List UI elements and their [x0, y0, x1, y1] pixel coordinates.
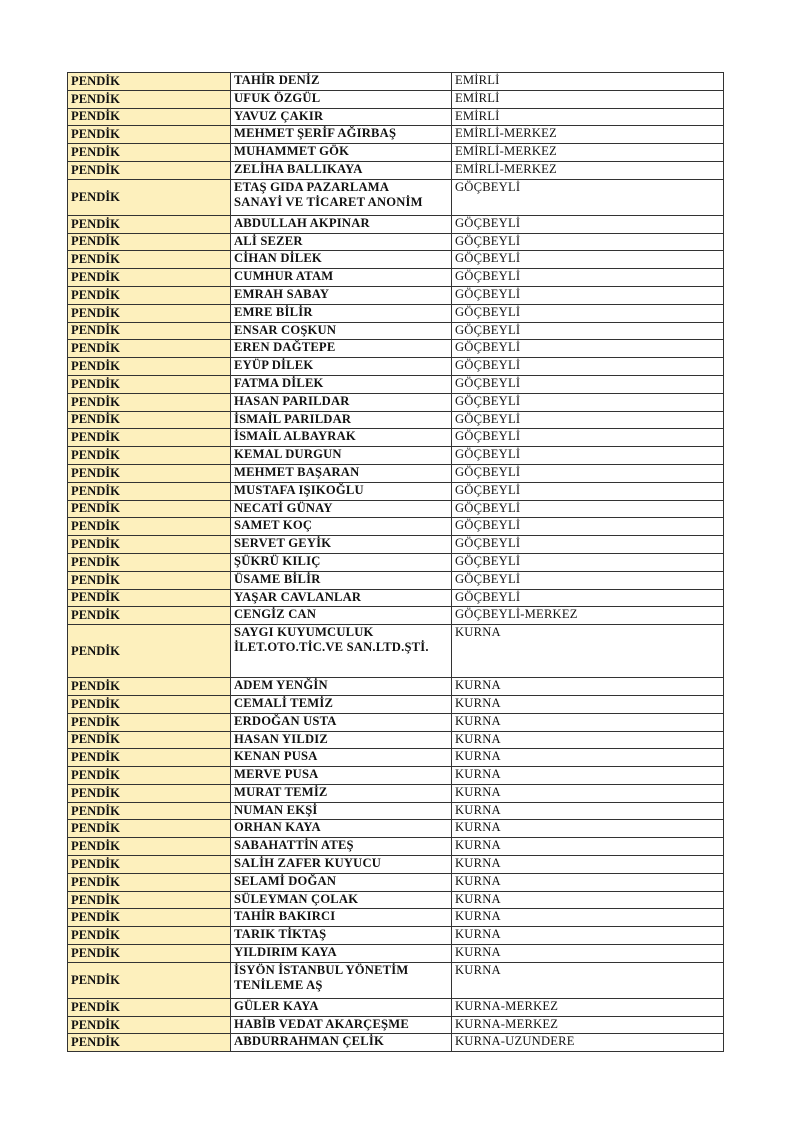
district-cell: PENDİK [68, 375, 231, 393]
table-row [68, 1016, 724, 1034]
table-row [68, 945, 724, 963]
district-cell: PENDİK [68, 784, 231, 802]
location-cell: KURNA [452, 891, 724, 909]
name-line: SANAYİ VE TİCARET ANONİM [234, 194, 423, 209]
name-line: SABAHATTİN ATEŞ [234, 838, 354, 853]
location-cell: KURNA [452, 856, 724, 874]
name-cell [231, 589, 452, 607]
records-table-body [68, 73, 724, 1052]
name-cell [231, 998, 452, 1016]
name-cell [231, 233, 452, 251]
district-cell: PENDİK [68, 998, 231, 1016]
district-cell: PENDİK [68, 215, 231, 233]
name-cell [231, 269, 452, 287]
table-row [68, 873, 724, 891]
table-row [68, 571, 724, 589]
location-cell: KURNA [452, 625, 724, 678]
table-row [68, 126, 724, 144]
table-row [68, 927, 724, 945]
table-row [68, 393, 724, 411]
name-line: ŞÜKRÜ KILIÇ [234, 553, 321, 568]
district-cell: PENDİK [68, 625, 231, 678]
name-line: İSYÖN İSTANBUL YÖNETİM [234, 962, 409, 977]
name-line: ERDOĞAN USTA [234, 713, 337, 728]
name-line: TENİLEME AŞ [234, 977, 323, 992]
table-row [68, 998, 724, 1016]
location-cell: KURNA [452, 873, 724, 891]
location-cell: KURNA [452, 945, 724, 963]
district-cell: PENDİK [68, 749, 231, 767]
location-cell: GÖÇBEYLİ [452, 393, 724, 411]
name-line: ABDURRAHMAN ÇELİK [234, 1034, 384, 1049]
location-cell: EMİRLİ-MERKEZ [452, 144, 724, 162]
table-row [68, 375, 724, 393]
district-cell: PENDİK [68, 802, 231, 820]
name-cell [231, 482, 452, 500]
name-cell [231, 464, 452, 482]
name-line: SAMET KOÇ [234, 518, 313, 533]
name-cell [231, 820, 452, 838]
district-cell: PENDİK [68, 73, 231, 91]
name-line: HASAN YILDIZ [234, 731, 328, 746]
district-cell: PENDİK [68, 731, 231, 749]
table-row [68, 820, 724, 838]
district-cell: PENDİK [68, 553, 231, 571]
location-cell: GÖÇBEYLİ [452, 269, 724, 287]
district-cell: PENDİK [68, 500, 231, 518]
name-cell [231, 108, 452, 126]
name-line: CENGİZ CAN [234, 607, 317, 622]
name-line: KEMAL DURGUN [234, 447, 342, 462]
location-cell: KURNA [452, 695, 724, 713]
location-cell: EMİRLİ [452, 73, 724, 91]
table-row [68, 518, 724, 536]
district-cell: PENDİK [68, 161, 231, 179]
name-cell [231, 518, 452, 536]
table-row [68, 767, 724, 785]
district-cell: PENDİK [68, 340, 231, 358]
name-cell [231, 1034, 452, 1052]
location-cell: KURNA [452, 820, 724, 838]
location-cell: GÖÇBEYLİ [452, 571, 724, 589]
location-cell: KURNA [452, 713, 724, 731]
location-cell: GÖÇBEYLİ [452, 429, 724, 447]
name-cell [231, 856, 452, 874]
location-cell: KURNA-MERKEZ [452, 998, 724, 1016]
district-cell: PENDİK [68, 269, 231, 287]
table-row [68, 269, 724, 287]
name-cell [231, 625, 452, 678]
district-cell: PENDİK [68, 891, 231, 909]
name-line: EMRAH SABAY [234, 286, 330, 301]
name-cell [231, 802, 452, 820]
table-row [68, 304, 724, 322]
name-cell [231, 678, 452, 696]
table-row [68, 161, 724, 179]
district-cell: PENDİK [68, 589, 231, 607]
name-line: MUSTAFA IŞIKOĞLU [234, 482, 364, 497]
table-row [68, 536, 724, 554]
location-cell: KURNA [452, 678, 724, 696]
name-cell [231, 927, 452, 945]
table-row [68, 784, 724, 802]
table-row [68, 713, 724, 731]
table-row [68, 340, 724, 358]
location-cell: GÖÇBEYLİ [452, 215, 724, 233]
district-cell: PENDİK [68, 607, 231, 625]
location-cell: GÖÇBEYLİ [452, 340, 724, 358]
table-row [68, 358, 724, 376]
table-row [68, 500, 724, 518]
table-row [68, 838, 724, 856]
location-cell: KURNA [452, 909, 724, 927]
name-line: ORHAN KAYA [234, 820, 321, 835]
name-line: EYÜP DİLEK [234, 358, 314, 373]
name-line: ETAŞ GIDA PAZARLAMA [234, 179, 390, 194]
table-row [68, 1034, 724, 1052]
location-cell: GÖÇBEYLİ [452, 286, 724, 304]
name-line: MUHAMMET GÖK [234, 144, 350, 159]
location-cell: EMİRLİ-MERKEZ [452, 161, 724, 179]
name-line: TAHİR BAKIRCI [234, 909, 336, 924]
name-cell [231, 144, 452, 162]
district-cell: PENDİK [68, 767, 231, 785]
location-cell: GÖÇBEYLİ [452, 589, 724, 607]
name-line: EREN DAĞTEPE [234, 340, 336, 355]
district-cell: PENDİK [68, 393, 231, 411]
location-cell: KURNA [452, 962, 724, 998]
name-cell [231, 571, 452, 589]
location-cell: GÖÇBEYLİ [452, 482, 724, 500]
table-row [68, 215, 724, 233]
name-line: MERVE PUSA [234, 767, 319, 782]
district-cell: PENDİK [68, 873, 231, 891]
table-row [68, 482, 724, 500]
location-cell: KURNA [452, 784, 724, 802]
table-row [68, 73, 724, 91]
table-row [68, 233, 724, 251]
name-line: SAYGI KUYUMCULUK [234, 625, 374, 640]
name-line: MEHMET BAŞARAN [234, 464, 360, 479]
district-cell: PENDİK [68, 108, 231, 126]
location-cell: KURNA [452, 838, 724, 856]
location-cell: GÖÇBEYLİ [452, 447, 724, 465]
name-cell [231, 873, 452, 891]
district-cell: PENDİK [68, 447, 231, 465]
district-cell: PENDİK [68, 909, 231, 927]
district-cell: PENDİK [68, 144, 231, 162]
location-cell: GÖÇBEYLİ [452, 179, 724, 215]
location-cell: GÖÇBEYLİ [452, 251, 724, 269]
name-line: YAŞAR CAVLANLAR [234, 589, 362, 604]
name-line: NECATİ GÜNAY [234, 500, 333, 515]
name-line: ZELİHA BALLIKAYA [234, 161, 363, 176]
district-cell: PENDİK [68, 518, 231, 536]
district-cell: PENDİK [68, 678, 231, 696]
name-line: CEMALİ TEMİZ [234, 695, 334, 710]
name-cell [231, 713, 452, 731]
location-cell: KURNA [452, 767, 724, 785]
name-line: HASAN PARILDAR [234, 393, 350, 408]
district-cell: PENDİK [68, 571, 231, 589]
name-cell [231, 375, 452, 393]
location-cell: EMİRLİ [452, 108, 724, 126]
location-cell: EMİRLİ [452, 90, 724, 108]
location-cell: KURNA [452, 731, 724, 749]
name-cell [231, 731, 452, 749]
name-line: HABİB VEDAT AKARÇEŞME [234, 1016, 409, 1031]
district-cell: PENDİK [68, 1034, 231, 1052]
district-cell: PENDİK [68, 838, 231, 856]
table-row [68, 411, 724, 429]
district-cell: PENDİK [68, 695, 231, 713]
name-line: MEHMET ŞERİF AĞIRBAŞ [234, 126, 397, 141]
district-cell: PENDİK [68, 927, 231, 945]
name-cell [231, 429, 452, 447]
name-cell [231, 962, 452, 998]
district-cell: PENDİK [68, 322, 231, 340]
name-line: ALİ SEZER [234, 233, 303, 248]
location-cell: GÖÇBEYLİ [452, 464, 724, 482]
table-row [68, 251, 724, 269]
name-line: İSMAİL PARILDAR [234, 411, 352, 426]
name-cell [231, 411, 452, 429]
name-line: İLET.OTO.TİC.VE SAN.LTD.ŞTİ. [234, 640, 429, 655]
location-cell: GÖÇBEYLİ [452, 411, 724, 429]
table-row [68, 678, 724, 696]
name-cell [231, 891, 452, 909]
name-cell [231, 553, 452, 571]
table-row [68, 802, 724, 820]
name-line: GÜLER KAYA [234, 998, 319, 1013]
table-row [68, 695, 724, 713]
name-cell [231, 767, 452, 785]
name-cell [231, 838, 452, 856]
district-cell: PENDİK [68, 482, 231, 500]
table-row [68, 322, 724, 340]
table-row [68, 962, 724, 998]
district-cell: PENDİK [68, 1016, 231, 1034]
district-cell: PENDİK [68, 90, 231, 108]
table-row [68, 891, 724, 909]
district-cell: PENDİK [68, 856, 231, 874]
name-line: CİHAN DİLEK [234, 251, 322, 266]
name-cell [231, 90, 452, 108]
name-line: KENAN PUSA [234, 749, 318, 764]
name-cell [231, 251, 452, 269]
location-cell: KURNA [452, 802, 724, 820]
name-cell [231, 749, 452, 767]
district-cell: PENDİK [68, 233, 231, 251]
name-line: ABDULLAH AKPINAR [234, 215, 370, 230]
location-cell: GÖÇBEYLİ [452, 304, 724, 322]
name-cell [231, 784, 452, 802]
table-row [68, 909, 724, 927]
location-cell: GÖÇBEYLİ [452, 375, 724, 393]
name-line: TAHİR DENİZ [234, 73, 320, 87]
district-cell: PENDİK [68, 286, 231, 304]
name-line: UFUK ÖZGÜL [234, 90, 321, 105]
table-row [68, 749, 724, 767]
name-line: YILDIRIM KAYA [234, 945, 337, 960]
name-line: ENSAR COŞKUN [234, 322, 337, 337]
name-cell [231, 500, 452, 518]
name-cell [231, 695, 452, 713]
name-cell [231, 393, 452, 411]
name-cell [231, 607, 452, 625]
district-cell: PENDİK [68, 536, 231, 554]
district-cell: PENDİK [68, 464, 231, 482]
location-cell: GÖÇBEYLİ [452, 518, 724, 536]
name-cell [231, 304, 452, 322]
table-row [68, 553, 724, 571]
table-row [68, 179, 724, 215]
district-cell: PENDİK [68, 358, 231, 376]
district-cell: PENDİK [68, 820, 231, 838]
location-cell: GÖÇBEYLİ-MERKEZ [452, 607, 724, 625]
name-line: NUMAN EKŞİ [234, 802, 318, 817]
district-cell: PENDİK [68, 126, 231, 144]
name-cell [231, 322, 452, 340]
name-line: İSMAİL ALBAYRAK [234, 429, 356, 444]
table-row [68, 625, 724, 678]
name-cell [231, 126, 452, 144]
location-cell: KURNA-MERKEZ [452, 1016, 724, 1034]
location-cell: GÖÇBEYLİ [452, 553, 724, 571]
name-cell [231, 945, 452, 963]
district-cell: PENDİK [68, 251, 231, 269]
district-cell: PENDİK [68, 304, 231, 322]
table-row [68, 856, 724, 874]
name-cell [231, 73, 452, 91]
district-cell: PENDİK [68, 429, 231, 447]
name-cell [231, 536, 452, 554]
table-row [68, 464, 724, 482]
district-cell: PENDİK [68, 962, 231, 998]
district-cell: PENDİK [68, 179, 231, 215]
name-line: MURAT TEMİZ [234, 784, 328, 799]
table-row [68, 607, 724, 625]
table-row [68, 429, 724, 447]
name-cell [231, 909, 452, 927]
location-cell: GÖÇBEYLİ [452, 358, 724, 376]
name-line: ADEM YENĞİN [234, 678, 328, 693]
name-cell [231, 1016, 452, 1034]
location-cell: KURNA [452, 749, 724, 767]
name-line: EMRE BİLİR [234, 304, 313, 319]
name-line: SELAMİ DOĞAN [234, 873, 337, 888]
name-cell [231, 179, 452, 215]
location-cell: GÖÇBEYLİ [452, 500, 724, 518]
name-line: YAVUZ ÇAKIR [234, 108, 324, 123]
name-cell [231, 215, 452, 233]
table-row [68, 108, 724, 126]
location-cell: KURNA [452, 927, 724, 945]
name-cell [231, 358, 452, 376]
name-line: SERVET GEYİK [234, 536, 332, 551]
location-cell: EMİRLİ-MERKEZ [452, 126, 724, 144]
location-cell: GÖÇBEYLİ [452, 233, 724, 251]
name-line: CUMHUR ATAM [234, 269, 334, 284]
district-cell: PENDİK [68, 411, 231, 429]
table-row [68, 731, 724, 749]
name-cell [231, 286, 452, 304]
table-row [68, 286, 724, 304]
table-row [68, 447, 724, 465]
table-row [68, 90, 724, 108]
name-cell [231, 340, 452, 358]
location-cell: KURNA-UZUNDERE [452, 1034, 724, 1052]
district-cell: PENDİK [68, 713, 231, 731]
name-line: ÜSAME BİLİR [234, 571, 321, 586]
records-table [67, 72, 724, 1052]
name-line: SALİH ZAFER KUYUCU [234, 856, 382, 871]
name-cell [231, 447, 452, 465]
location-cell: GÖÇBEYLİ [452, 536, 724, 554]
district-cell: PENDİK [68, 945, 231, 963]
location-cell: GÖÇBEYLİ [452, 322, 724, 340]
table-row [68, 144, 724, 162]
name-cell [231, 161, 452, 179]
name-line: SÜLEYMAN ÇOLAK [234, 891, 359, 906]
name-line: FATMA DİLEK [234, 375, 324, 390]
table-row [68, 589, 724, 607]
name-line: TARIK TİKTAŞ [234, 927, 327, 942]
